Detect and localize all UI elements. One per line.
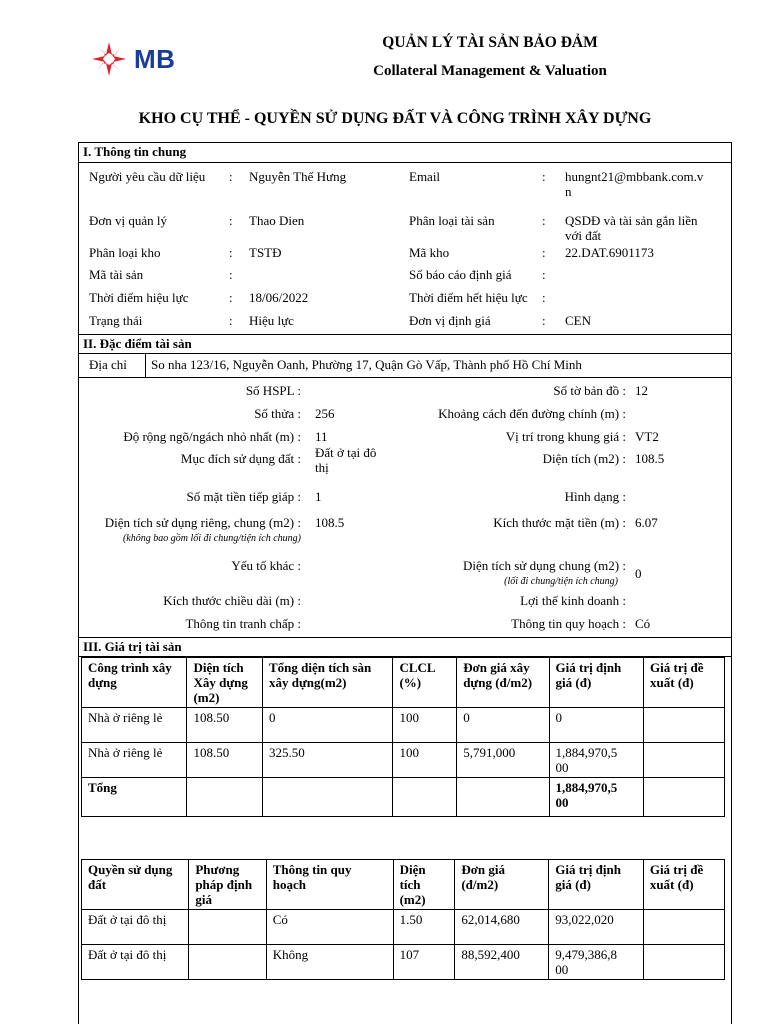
- table-cell: 1,884,970,5 00: [549, 743, 643, 778]
- s2-left-label: Độ rộng ngõ/ngách nhỏ nhất (m) :: [123, 429, 301, 444]
- table-cell: Có: [266, 910, 393, 945]
- table-header-cell: Giá trị đề xuất (đ): [644, 658, 725, 708]
- table-cell: Nhà ở riêng lẻ: [82, 743, 187, 778]
- s1-left-value: Hiệu lực: [249, 313, 294, 328]
- s1-right-label: Thời điểm hết hiệu lực: [409, 290, 528, 305]
- empty-cell: [644, 778, 725, 817]
- table-header-row: [82, 860, 725, 910]
- empty-cell: [262, 778, 392, 817]
- header-line2: Collateral Management & Valuation: [373, 63, 607, 79]
- s2-right-value: VT2: [635, 429, 659, 444]
- s2-right-label-text: Diện tích (m2): [542, 451, 620, 466]
- table-cell: 0: [262, 708, 392, 743]
- table-row: [82, 945, 725, 980]
- s1-right-value: QSDĐ và tài sản gắn liền với đất: [565, 213, 698, 243]
- table-total-row: [82, 778, 725, 817]
- s2-right-label-text: Số tờ bản đồ: [553, 383, 620, 398]
- table-cell: 93,022,020: [549, 910, 644, 945]
- s2-left-label-text: Thông tin tranh chấp: [185, 616, 295, 631]
- table-row: [82, 910, 725, 945]
- s1-left-label: Mã tài sản: [89, 267, 144, 282]
- document-title: KHO CỤ THỂ - QUYỀN SỬ DỤNG ĐẤT VÀ CÔNG TRÌNH XÂY DỰNG: [138, 110, 652, 127]
- s1-right-colon: :: [542, 213, 546, 228]
- s2-left-label-text: Số mặt tiền tiếp giáp: [186, 489, 295, 504]
- s1-left-label: Trạng thái: [89, 313, 143, 328]
- s2-right-label-text: Vị trí trong khung giá: [505, 429, 620, 444]
- s2-left-label-text: Diện tích sử dụng riêng, chung (m2): [104, 515, 295, 530]
- table-cell: 325.50: [262, 743, 392, 778]
- s1-left-value: TSTĐ: [249, 245, 282, 260]
- table-header-cell: Đơn giá (đ/m2): [455, 860, 549, 910]
- empty-cell: [393, 778, 457, 817]
- s2-right-label: Diện tích (m2) :: [542, 451, 626, 466]
- table-header-cell: Giá trị định giá (đ): [549, 658, 643, 708]
- s1-left-label: Đơn vị quản lý: [89, 213, 168, 228]
- s2-left-label-text: Kích thước chiều dài (m): [163, 593, 295, 608]
- s1-left-colon: :: [229, 169, 233, 184]
- s1-right-colon: :: [542, 169, 546, 184]
- s1-left-label: Người yêu cầu dữ liệu: [89, 169, 206, 184]
- total-value-cell: 1,884,970,5 00: [549, 778, 643, 817]
- s2-right-label: Thông tin quy hoạch :: [511, 616, 626, 631]
- table-cell: [644, 743, 725, 778]
- s2-right-value: 0: [635, 566, 642, 581]
- s2-left-label: Số thửa :: [254, 406, 301, 421]
- s1-left-label: Phân loại kho: [89, 245, 161, 260]
- s1-right-label: Phân loại tài sản: [409, 213, 495, 228]
- table-header-cell: Giá trị định giá (đ): [549, 860, 644, 910]
- s2-left-label: Yếu tố khác :: [231, 558, 301, 573]
- s2-right-value: 6.07: [635, 515, 658, 530]
- s2-right-label-text: Thông tin quy hoạch: [511, 616, 620, 631]
- s2-right-label: Hình dạng :: [564, 489, 626, 504]
- s2-left-value: Đất ở tại đô thị: [315, 445, 377, 475]
- s2-right-label: Khoảng cách đến đường chính (m) :: [438, 406, 626, 421]
- s1-left-value: 18/06/2022: [249, 290, 309, 305]
- table-cell: 100: [393, 743, 457, 778]
- table-cell: [189, 945, 266, 980]
- s2-left-label: Số mặt tiền tiếp giáp :: [186, 489, 301, 504]
- section1-title: I. Thông tin chung: [79, 143, 731, 163]
- s2-right-label: Kích thước mặt tiền (m) :: [493, 515, 626, 530]
- table-cell: 88,592,400: [455, 945, 549, 980]
- s2-left-value: 11: [315, 429, 328, 444]
- s1-left-value: Thao Dien: [249, 213, 305, 228]
- s1-left-colon: :: [229, 213, 233, 228]
- mb-logo-text: MB: [134, 43, 176, 74]
- table-header-cell: Công trình xây dựng: [82, 658, 187, 708]
- s1-left-colon: :: [229, 267, 233, 282]
- s1-left-value: Nguyễn Thế Hưng: [249, 169, 347, 184]
- empty-cell: [187, 778, 263, 817]
- section3-title: III. Giá trị tài sản: [79, 637, 731, 657]
- s2-right-label-text: Kích thước mặt tiền (m): [493, 515, 620, 530]
- total-label-cell: Tổng: [82, 778, 187, 817]
- s1-right-label: Số báo cáo định giá: [409, 267, 512, 282]
- s2-right-label: Vị trí trong khung giá :: [505, 429, 626, 444]
- s2-right-value: Có: [635, 616, 651, 631]
- table-cell: 107: [393, 945, 455, 980]
- empty-cell: [457, 778, 549, 817]
- address-row: [79, 354, 731, 378]
- s2-left-label-text: Độ rộng ngõ/ngách nhỏ nhất (m): [123, 429, 295, 444]
- s2-left-label-text: Yếu tố khác: [231, 558, 295, 573]
- s1-left-label: Thời điểm hiệu lực: [89, 290, 189, 305]
- document-frame: [78, 142, 732, 1024]
- s2-left-sub: (không bao gồm lối đi chung/tiện ích chung): [122, 533, 301, 544]
- address-value: So nha 123/16, Nguyễn Oanh, Phường 17, Quận Gò Vấp, Thành phố Hồ Chí Minh: [151, 357, 582, 372]
- table-cell: [644, 708, 725, 743]
- s2-right-label: Diện tích sử dụng chung (m2) :: [462, 558, 626, 573]
- s1-right-label: Mã kho: [409, 245, 450, 260]
- table-header-row: [82, 658, 725, 708]
- s1-right-colon: :: [542, 290, 546, 305]
- table-header-cell: Tổng diện tích sàn xây dựng(m2): [262, 658, 392, 708]
- s1-right-label: Đơn vị định giá: [409, 313, 491, 328]
- s1-right-colon: :: [542, 245, 546, 260]
- section2-title: II. Đặc điểm tài sản: [79, 334, 731, 354]
- construction-value-table: [81, 657, 725, 817]
- table-cell: [643, 910, 724, 945]
- s1-left-colon: :: [229, 313, 233, 328]
- s2-left-label-text: Số thửa: [254, 406, 295, 421]
- s2-right-label-text: Lợi thế kinh doanh: [520, 593, 620, 608]
- header-line1: QUẢN LÝ TÀI SẢN BẢO ĐẢM: [382, 34, 598, 51]
- table-cell: 1.50: [393, 910, 455, 945]
- s1-right-value: CEN: [565, 313, 591, 328]
- table-header-cell: Quyền sử dụng đất: [82, 860, 189, 910]
- s1-right-value: 22.DAT.6901173: [565, 245, 654, 260]
- mb-logo: [90, 40, 175, 78]
- s2-left-label: Kích thước chiều dài (m) :: [163, 593, 301, 608]
- table-cell: 108.50: [187, 743, 263, 778]
- s2-left-value: 1: [315, 489, 322, 504]
- table-row: [82, 743, 725, 778]
- s2-left-label-text: Số HSPL: [245, 383, 295, 398]
- table-cell: 62,014,680: [455, 910, 549, 945]
- s2-left-label: Mục đích sử dụng đất :: [180, 451, 301, 466]
- s1-left-colon: :: [229, 290, 233, 305]
- s2-left-label: Thông tin tranh chấp :: [185, 616, 301, 631]
- table-cell: 0: [549, 708, 643, 743]
- table-cell: Nhà ở riêng lẻ: [82, 708, 187, 743]
- address-label: Địa chỉ: [79, 354, 146, 377]
- table-cell: 100: [393, 708, 457, 743]
- table-cell: [189, 910, 266, 945]
- s2-right-value: 12: [635, 383, 648, 398]
- s1-right-colon: :: [542, 267, 546, 282]
- s2-right-label-text: Hình dạng: [564, 489, 620, 504]
- table-row: [82, 708, 725, 743]
- table-cell: 0: [457, 708, 549, 743]
- table-cell: 5,791,000: [457, 743, 549, 778]
- table-header-cell: Thông tin quy hoạch: [266, 860, 393, 910]
- s2-right-sub: (lối đi chung/tiện ích chung): [504, 576, 618, 587]
- s1-right-colon: :: [542, 313, 546, 328]
- s1-right-value: hungnt21@mbbank.com.v n: [565, 169, 704, 199]
- land-value-table: [81, 859, 725, 980]
- s1-left-colon: :: [229, 245, 233, 260]
- s2-left-value: 256: [315, 406, 335, 421]
- s2-right-label-text: Diện tích sử dụng chung (m2): [462, 558, 620, 573]
- s2-right-label: Lợi thế kinh doanh :: [520, 593, 626, 608]
- s2-right-label-text: Khoảng cách đến đường chính (m): [438, 406, 620, 421]
- s2-left-value: 108.5: [315, 515, 345, 530]
- s1-right-label: Email: [409, 169, 441, 184]
- table-header-cell: CLCL (%): [393, 658, 457, 708]
- table-cell: Đất ở tại đô thị: [82, 945, 189, 980]
- table-cell: 9,479,386,8 00: [549, 945, 644, 980]
- table-header-cell: Giá trị đề xuất (đ): [643, 860, 724, 910]
- table-cell: Đất ở tại đô thị: [82, 910, 189, 945]
- table-header-cell: Diện tích Xây dựng (m2): [187, 658, 263, 708]
- table-header-cell: Đơn giá xây dựng (đ/m2): [457, 658, 549, 708]
- s2-right-value: 108.5: [635, 451, 665, 466]
- s2-left-label-text: Mục đích sử dụng đất: [180, 451, 295, 466]
- table-header-cell: Phương pháp định giá: [189, 860, 266, 910]
- table-cell: Không: [266, 945, 393, 980]
- mb-star-icon: [90, 40, 128, 78]
- table-header-cell: Diện tích (m2): [393, 860, 455, 910]
- table-cell: [643, 945, 724, 980]
- s2-right-label: Số tờ bản đồ :: [553, 383, 626, 398]
- s2-left-label: Diện tích sử dụng riêng, chung (m2) :: [104, 515, 301, 530]
- s2-left-label: Số HSPL :: [245, 383, 301, 398]
- table-cell: 108.50: [187, 708, 263, 743]
